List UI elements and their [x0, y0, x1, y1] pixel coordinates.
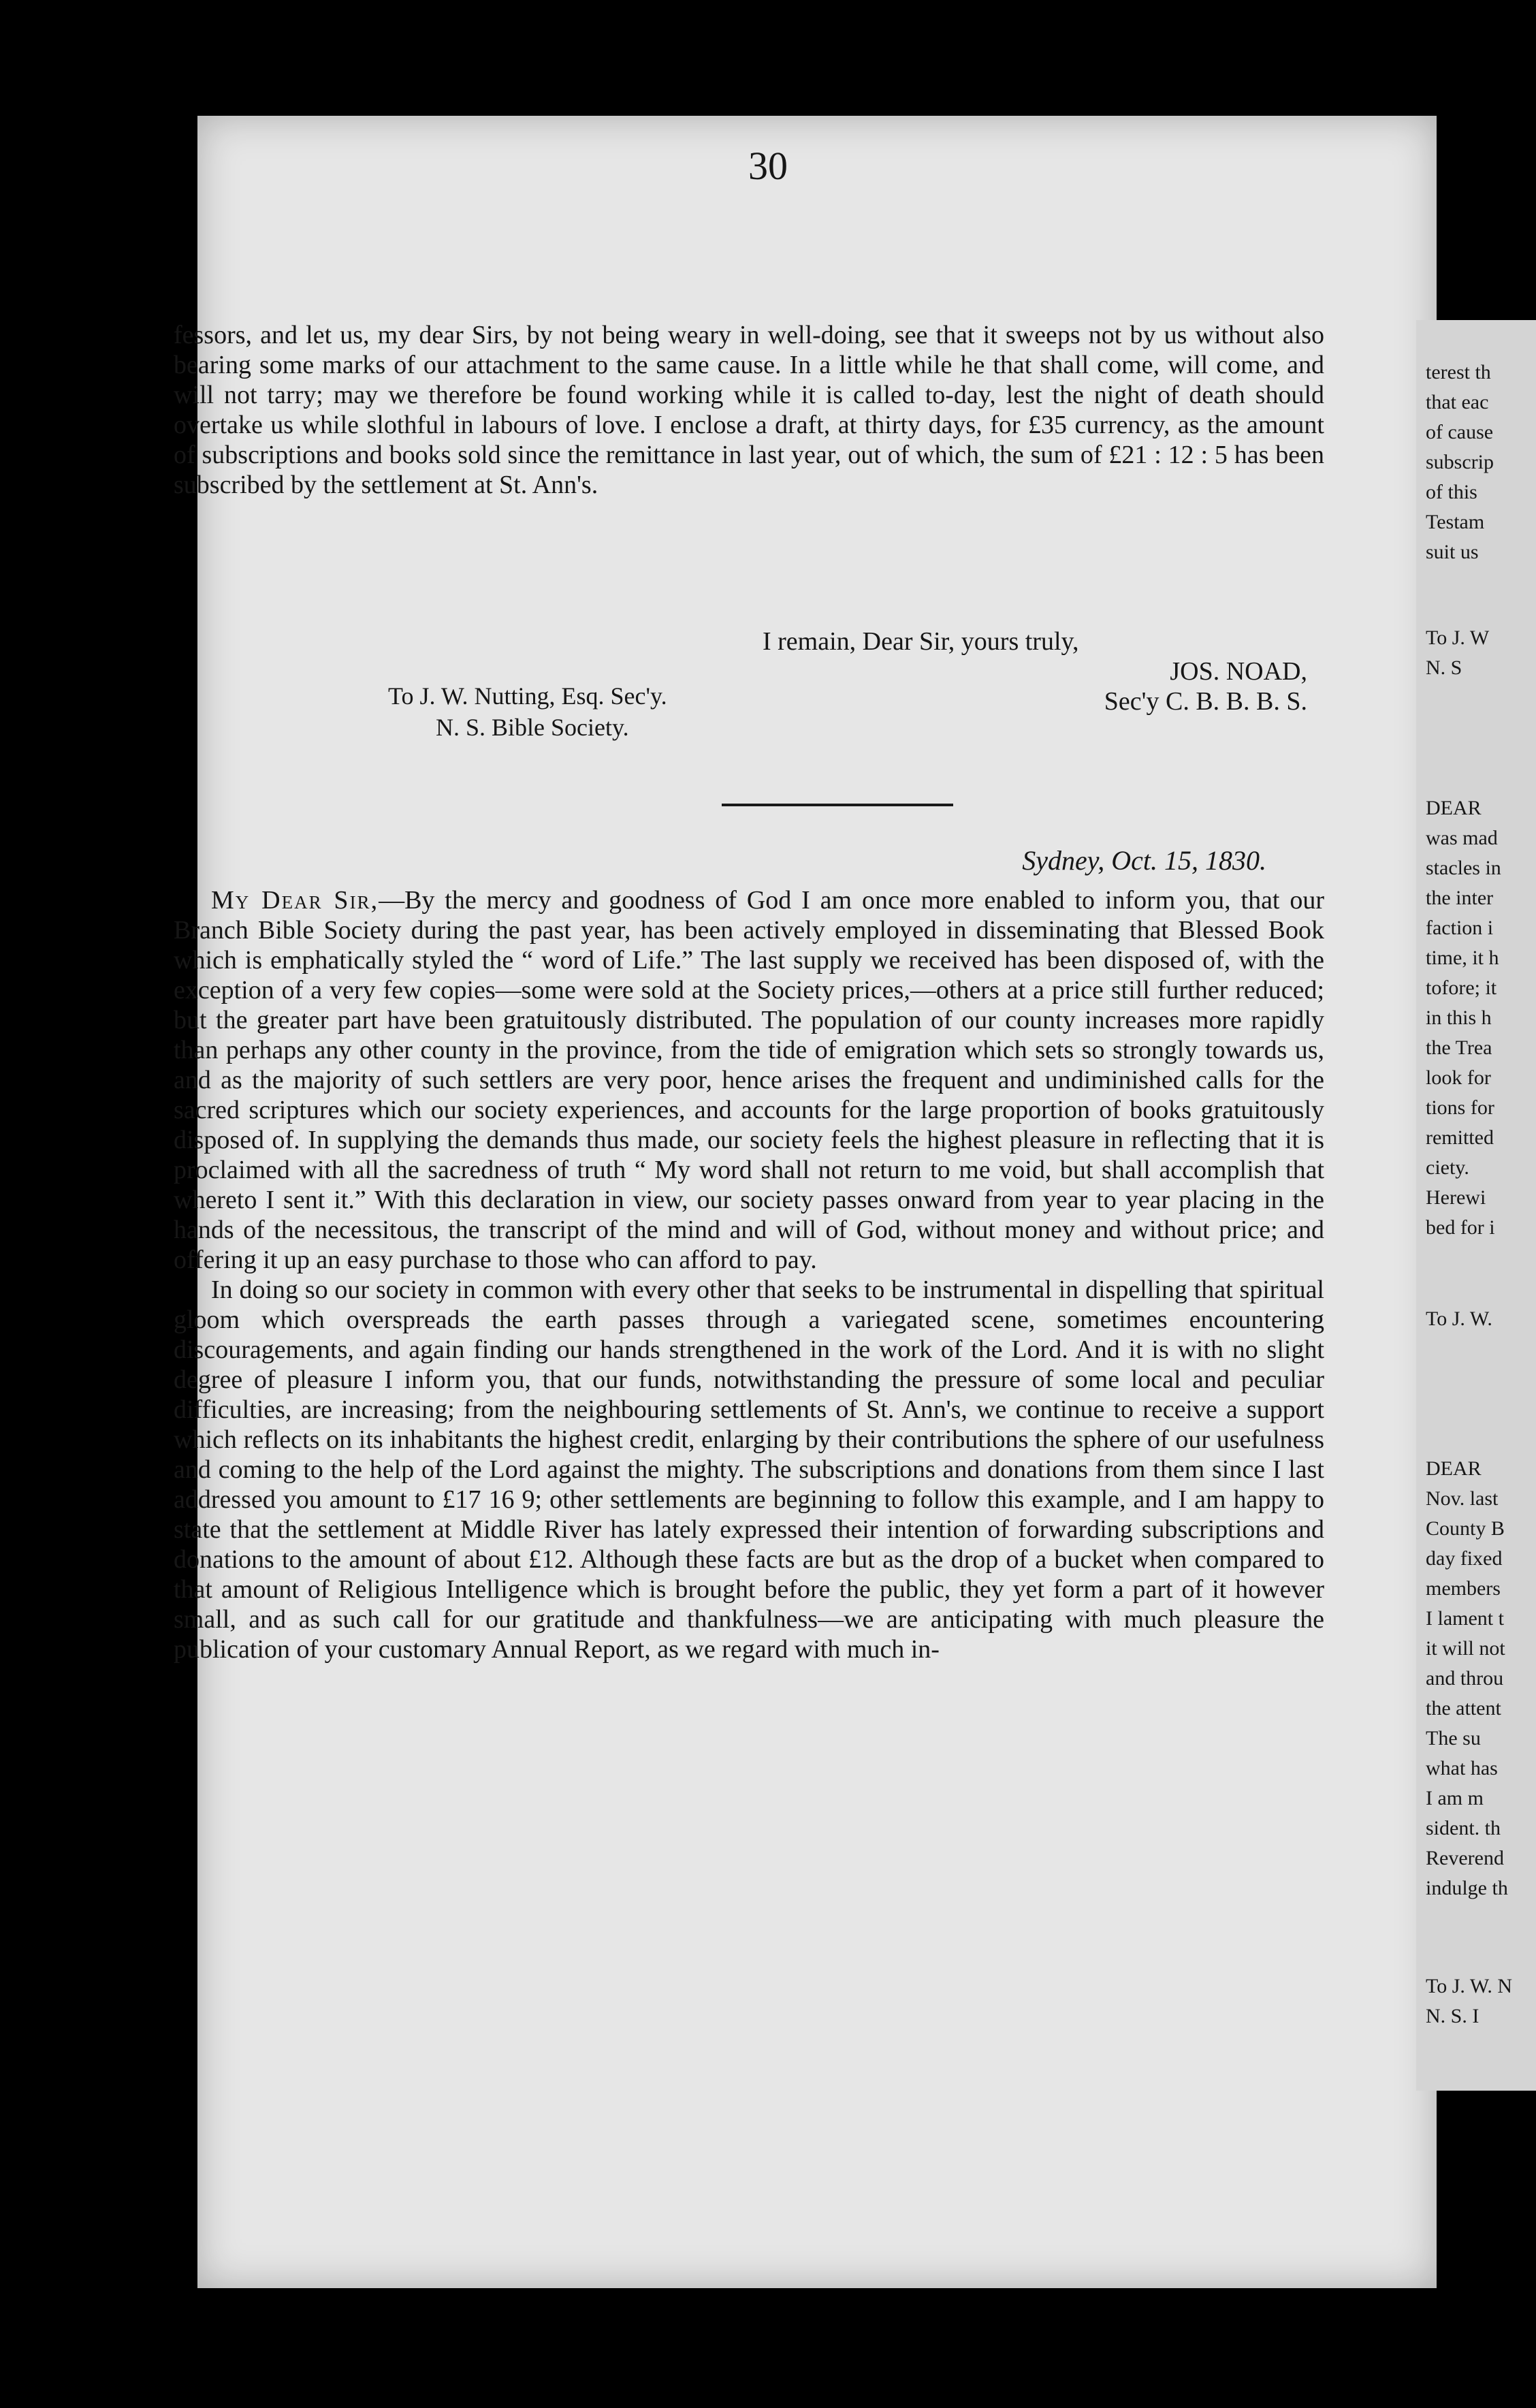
- letter-two: [174, 885, 1324, 1664]
- section-divider: [722, 804, 953, 806]
- facing-page-line: indulge th: [1426, 1877, 1508, 1899]
- facing-page-line: N. S. I: [1426, 2005, 1479, 2027]
- facing-page-line: faction i: [1426, 917, 1494, 939]
- facing-page-line: N. S: [1426, 656, 1462, 679]
- facing-page-line: bed for i: [1426, 1216, 1495, 1239]
- facing-page-line: To J. W: [1426, 627, 1490, 649]
- facing-page-line: of cause: [1426, 421, 1494, 443]
- facing-page-line: Herewi: [1426, 1186, 1486, 1209]
- facing-page-line: Testam: [1426, 511, 1485, 533]
- facing-page-line: in this h: [1426, 1007, 1492, 1029]
- facing-page-line: DEAR: [1426, 1457, 1482, 1480]
- facing-page-line: remitted: [1426, 1126, 1494, 1149]
- page-number: 30: [748, 144, 788, 188]
- facing-page-line: and throu: [1426, 1667, 1504, 1690]
- facing-page-line: it will not: [1426, 1637, 1505, 1660]
- facing-page-line: time, it h: [1426, 947, 1499, 969]
- facing-page-line: I am m: [1426, 1787, 1484, 1809]
- facing-page-line: Nov. last: [1426, 1487, 1499, 1510]
- facing-page-line: DEAR: [1426, 797, 1482, 819]
- facing-page-line: suit us: [1426, 541, 1479, 563]
- letter-body: fessors, and let us, my dear Sirs, by not being weary in well-doing, see that it sweeps not by us without also bearing some marks of our attachment to the same cause. In a little while he that shall come, will come, and will not tarry; may we therefore be found working while it is called to-day, lest the night of death should overtake us while slothful in labours of love. I enclose a draft, at thirty days, for £35 currency, as the amount of subscriptions and books sold since the remittance in last year, out of which, the sum of £21 : 12 : 5 has been subscribed by the settlement at St. Ann's.: [174, 321, 1324, 499]
- letter-closing-block: [763, 627, 1307, 716]
- facing-page-line: the inter: [1426, 887, 1494, 909]
- facing-page-line: tofore; it: [1426, 977, 1497, 999]
- facing-page-line: what has: [1426, 1757, 1498, 1779]
- signature-name: JOS. NOAD,: [1170, 657, 1307, 686]
- addressee-line-2: N. S. Bible Society.: [436, 714, 629, 741]
- facing-page-line: To J. W.: [1426, 1308, 1492, 1330]
- letter-closing: I remain, Dear Sir, yours truly,: [763, 627, 1079, 656]
- facing-page-line: that eac: [1426, 391, 1489, 413]
- facing-page-line: ciety.: [1426, 1156, 1469, 1179]
- facing-page-line: of this: [1426, 481, 1477, 503]
- facing-page-line: subscrip: [1426, 451, 1494, 473]
- facing-page-fragment: [1416, 320, 1536, 2091]
- facing-page-line: sident. th: [1426, 1817, 1501, 1839]
- facing-page-line: look for: [1426, 1066, 1491, 1089]
- facing-page-line: Reverend: [1426, 1847, 1504, 1869]
- dateline: Sydney, Oct. 15, 1830.: [1022, 845, 1266, 876]
- paragraph-one: —By the mercy and goodness of God I am once more enabled to inform you, that our Branch Bible Society during the past year, has been actively employed in disseminating that Blessed Book which is emphatically styled the “ word of Life.” The last supply we received has been disposed of, with the exception of a very few copies—some were sold at the Society prices,—others at a price still further reduced; but the greater part have been gratuitously distributed. The population of our county increases more rapidly than perhaps any other county in the province, from the tide of emigration which sets so strongly towards us, and as the majority of such settlers are very poor, hence arises the frequent and undiminished calls for the sacred scriptures which our society experiences, and accounts for the large proportion of books gratuitously disposed of. In supplying the demands thus made, our society feels the highest pleasure in reflecting that it is proclaimed with all the sacredness of truth “ My word shall not return to me void, but shall accomplish that whereto I sent it.” With this declaration in view, our society passes onward from year to year placing in the hands of the necessitous, the transcript of the mind and will of God, without money and without price; and offering it up an easy purchase to those who can afford to pay.: [174, 886, 1324, 1274]
- facing-page-line: was mad: [1426, 827, 1498, 849]
- facing-page-line: members: [1426, 1577, 1501, 1600]
- facing-page-line: the attent: [1426, 1697, 1501, 1720]
- salutation: My Dear Sir,: [211, 886, 379, 915]
- facing-page-line: stacles in: [1426, 857, 1501, 879]
- facing-page-line: The su: [1426, 1727, 1481, 1749]
- facing-page-line: day fixed: [1426, 1547, 1503, 1570]
- signature-title: Sec'y C. B. B. B. S.: [1104, 687, 1307, 716]
- facing-page-line: To J. W. N: [1426, 1975, 1513, 1997]
- facing-page-line: the Trea: [1426, 1036, 1492, 1059]
- letter-continuation: [174, 320, 1324, 500]
- addressee-line-1: To J. W. Nutting, Esq. Sec'y.: [388, 682, 667, 710]
- facing-page-line: terest th: [1426, 361, 1491, 383]
- paragraph-two: In doing so our society in common with every other that seeks to be instrumental in dispelling that spiritual gloom which overspreads the earth passes through a variegated scene, sometimes encountering discouragements, and again finding our hands strengthened in the work of the Lord. And it is with no slight degree of pleasure I inform you, that our funds, notwithstanding the pressure of some local and peculiar difficulties, are increasing; from the neighbouring settlements of St. Ann's, we continue to receive a support which reflects on its inhabitants the highest credit, enlarging by their contributions the sphere of our usefulness and coming to the help of the Lord against the mighty. The subscriptions and donations from them since I last addressed you amount to £17 16 9; other settlements are beginning to follow this example, and I am happy to state that the settlement at Middle River has lately expressed their intention of forwarding subscriptions and donations to the amount of about £12. Although these facts are but as the drop of a bucket when compared to that amount of Religious Intelligence which is brought before the public, they yet form a part of it however small, and as such call for our gratitude and thankfulness—we are anticipating with much pleasure the publication of your customary Annual Report, as we regard with much in-: [174, 1276, 1324, 1664]
- facing-page-line: County B: [1426, 1517, 1505, 1540]
- facing-page-line: tions for: [1426, 1096, 1494, 1119]
- facing-page-line: I lament t: [1426, 1607, 1504, 1630]
